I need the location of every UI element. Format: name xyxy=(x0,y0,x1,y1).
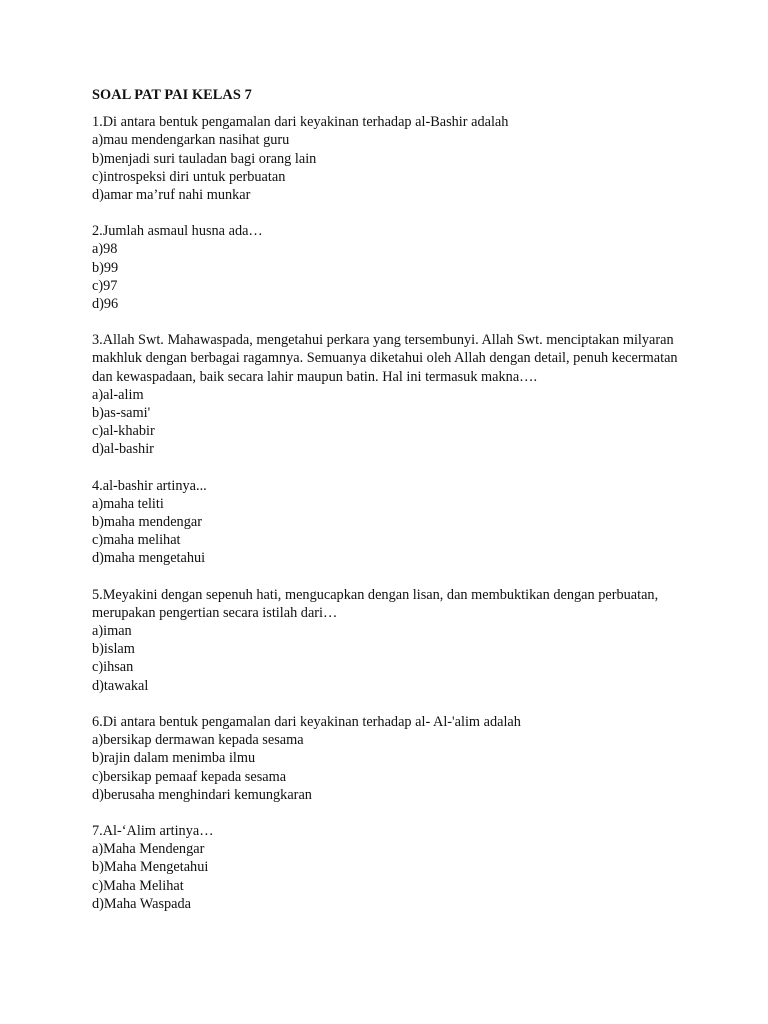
option-c: c)maha melihat xyxy=(92,532,181,549)
option-b: b)rajin dalam menimba ilmu xyxy=(92,750,256,767)
option-d: d)amar ma’ruf nahi munkar xyxy=(92,187,251,204)
option-d: d)maha mengetahui xyxy=(92,550,206,567)
option-c: c)ihsan xyxy=(92,659,134,676)
question-text: 1.Di antara bentuk pengamalan dari keyakinan terhadap al-Bashir adalah xyxy=(92,114,509,131)
option-a: a)98 xyxy=(92,241,118,258)
option-d: d)tawakal xyxy=(92,677,149,694)
option-b: b)islam xyxy=(92,641,135,658)
option-a: a)bersikap dermawan kepada sesama xyxy=(92,732,304,749)
option-c: c)97 xyxy=(92,277,118,294)
option-a: a)iman xyxy=(92,623,132,640)
option-d: d)96 xyxy=(92,296,119,313)
option-b: b)menjadi suri tauladan bagi orang lain xyxy=(92,150,317,167)
option-c: c)bersikap pemaaf kepada sesama xyxy=(92,768,287,785)
question-4 xyxy=(92,477,692,568)
option-d: d)al-bashir xyxy=(92,441,154,458)
option-b: b)as-sami' xyxy=(92,405,151,422)
option-d: d)Maha Waspada xyxy=(92,895,192,912)
option-a: a)maha teliti xyxy=(92,495,164,512)
document-page xyxy=(92,86,692,931)
option-b: b)Maha Mengetahui xyxy=(92,859,209,876)
option-a: a)Maha Mendengar xyxy=(92,841,205,858)
question-1 xyxy=(92,113,692,204)
document-title: SOAL PAT PAI KELAS 7 xyxy=(92,87,252,103)
question-7 xyxy=(92,822,692,913)
question-text: 2.Jumlah asmaul husna ada… xyxy=(92,223,263,240)
question-text: 6.Di antara bentuk pengamalan dari keyakinan terhadap al- Al-'alim adalah xyxy=(92,713,521,730)
option-a: a)al-alim xyxy=(92,386,144,403)
question-3 xyxy=(92,331,692,458)
question-text: 7.Al-‘Alim artinya… xyxy=(92,822,214,839)
option-c: c)introspeksi diri untuk perbuatan xyxy=(92,168,286,185)
option-d: d)berusaha menghindari kemungkaran xyxy=(92,786,312,803)
question-text: 3.Allah Swt. Mahawaspada, mengetahui perkara yang tersembunyi. Allah Swt. menciptakan milyaran makhluk dengan berbagai ragamnya. Semuanya diketahui oleh Allah dengan detail, penuh kecermatan dan kewaspadaan, baik secara lahir maupun batin. Hal ini termasuk makna…. xyxy=(92,332,682,385)
option-c: c)Maha Melihat xyxy=(92,877,184,894)
question-text: 5.Meyakini dengan sepenuh hati, mengucapkan dengan lisan, dan membuktikan dengan perbuatan, merupakan pengertian secara istilah dari… xyxy=(92,586,662,621)
question-text: 4.al-bashir artinya... xyxy=(92,477,207,494)
option-a: a)mau mendengarkan nasihat guru xyxy=(92,132,290,149)
option-b: b)maha mendengar xyxy=(92,514,202,531)
option-c: c)al-khabir xyxy=(92,423,155,440)
question-6 xyxy=(92,713,692,804)
option-b: b)99 xyxy=(92,259,119,276)
question-2 xyxy=(92,222,692,313)
question-5 xyxy=(92,586,692,695)
